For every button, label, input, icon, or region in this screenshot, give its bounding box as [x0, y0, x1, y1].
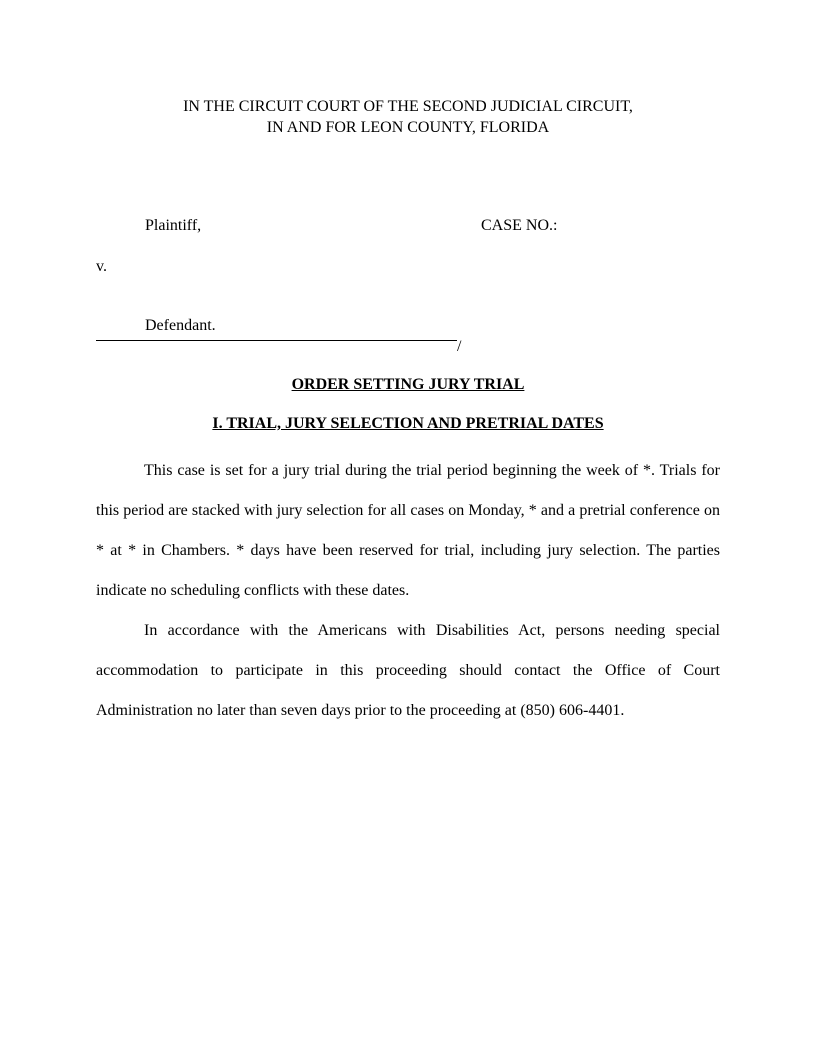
- order-body: [96, 451, 720, 731]
- trial-dates-paragraph: This case is set for a jury trial during the trial period beginning the week of *. Trials for this period are stacked with jury selection for all cases on Monday, * and a pretrial conference on * at * in Chambers. * days have been reserved for trial, including jury selection. The parties indicate no scheduling conflicts with these dates.: [96, 462, 720, 599]
- court-caption-line-1: IN THE CIRCUIT COURT OF THE SECOND JUDICIAL CIRCUIT,: [183, 98, 633, 115]
- section-heading: I. TRIAL, JURY SELECTION AND PRETRIAL DATES: [212, 415, 604, 432]
- court-caption: [96, 96, 720, 138]
- ada-paragraph: In accordance with the Americans with Disabilities Act, persons needing special accommodation to participate in this proceeding should contact the Office of Court Administration no later than seven days prior to the proceeding at (850) 606-4401.: [96, 622, 720, 719]
- case-number-label: CASE NO.:: [481, 217, 558, 234]
- versus-label: v.: [96, 258, 107, 275]
- defendant-label: Defendant.: [145, 317, 216, 334]
- caption-signature-line: [96, 340, 457, 341]
- court-caption-line-2: IN AND FOR LEON COUNTY, FLORIDA: [266, 119, 550, 136]
- plaintiff-label: Plaintiff,: [145, 217, 202, 234]
- caption-slash: /: [457, 338, 462, 355]
- order-title: ORDER SETTING JURY TRIAL: [291, 376, 525, 393]
